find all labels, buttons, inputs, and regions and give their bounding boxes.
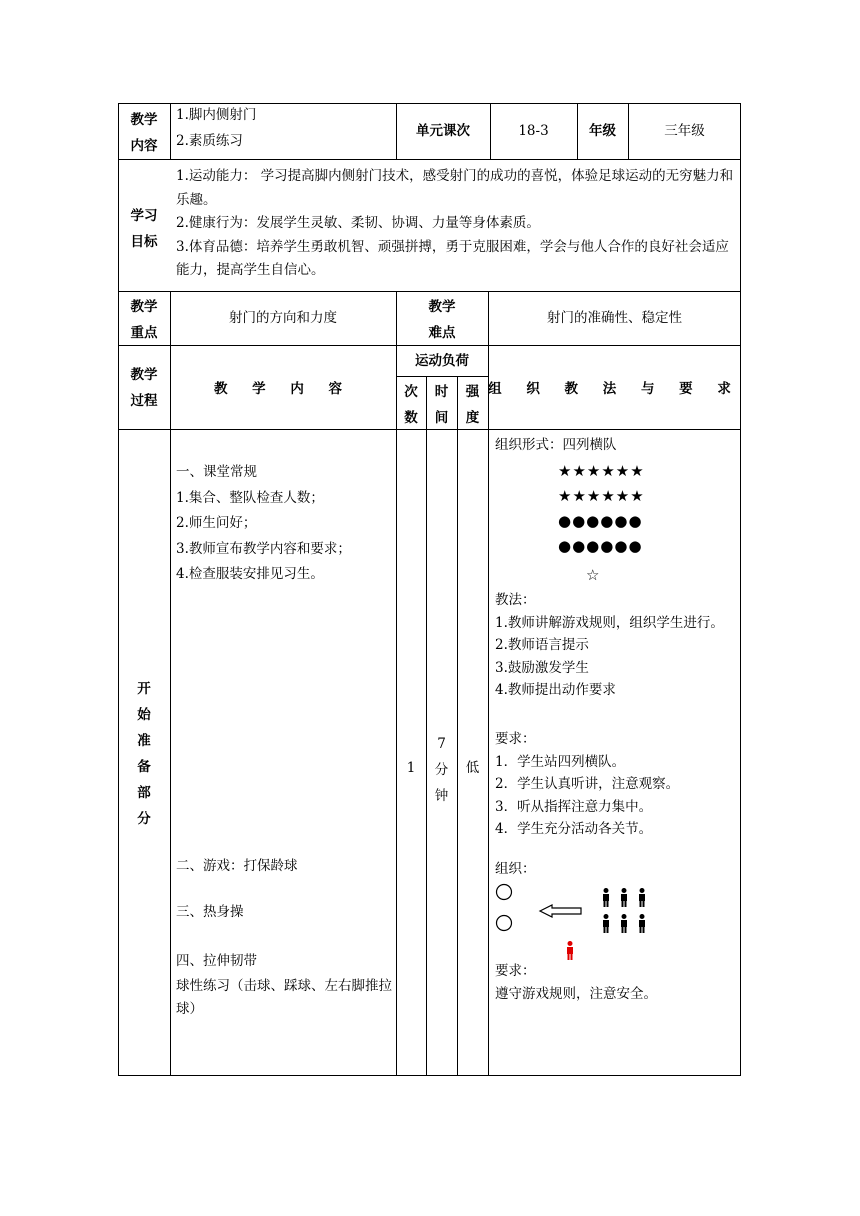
content-label: 教学 内容: [130, 112, 158, 154]
objective-item: 1.运动能力： 学习提高脚内侧射门技术，感受射门的成功的喜悦，体验足球运动的无穷魅力和乐趣。: [176, 168, 734, 208]
student-row: ★★★★★★: [558, 462, 645, 480]
student-row: ●●●●●●: [558, 537, 643, 555]
process-label: 教学 过程: [130, 367, 158, 409]
student-figures-icon: [603, 888, 645, 933]
teaching-item: 3.鼓励激发学生: [495, 659, 589, 676]
routine-item: 1.集合、整队检查人数；: [176, 489, 324, 506]
requirements-label: 要求：: [495, 731, 536, 747]
formation-title: 组织形式：四列横队: [495, 437, 617, 453]
warmup-item: 三、热身操: [176, 904, 244, 920]
intensity-value: 低: [465, 760, 480, 776]
intensity-header: 强 度: [465, 384, 480, 426]
key-point-label: 教学 重点: [130, 299, 158, 341]
game-item: 二、游戏：打保龄球: [176, 858, 298, 874]
ball-practice-item: 球性练习（击球、踩球、左右脚推拉球）: [176, 978, 392, 1017]
teacher-figure-icon: [567, 941, 573, 960]
requirements: [495, 728, 735, 841]
difficulty-label: 教学 难点: [428, 299, 456, 341]
teaching-item: 4.教师提出动作要求: [495, 682, 616, 698]
ball-circle-icon: [497, 885, 512, 900]
time-value: 7 分 钟: [434, 736, 449, 804]
section-label: 开 始 准 备 部 分: [137, 681, 151, 827]
key-point-value: 射门的方向和力度: [229, 310, 337, 326]
routine-title: 一、课堂常规: [176, 464, 257, 480]
teaching-methods: [495, 589, 735, 702]
arrow-left-icon: [540, 905, 581, 917]
unit-label: 单元课次: [416, 123, 470, 139]
safety-label: 要求：: [495, 963, 536, 979]
teaching-label: 教法：: [495, 592, 536, 608]
objective-item: 2.健康行为：发展学生灵敏、柔韧、协调、力量等身体素质。: [176, 215, 540, 231]
method-column-header: 组 织 教 法 与 要 求: [488, 381, 741, 397]
student-row: ●●●●●●: [558, 512, 643, 530]
organization-label: 组织：: [495, 861, 536, 877]
ball-circle-icon: [497, 916, 512, 931]
objectives-label: 学习 目标: [130, 208, 158, 250]
routine-block: [176, 460, 394, 588]
stretch-item: 四、拉伸韧带: [176, 953, 257, 969]
count-header: 次 数: [404, 384, 418, 426]
lesson-plan-table: [118, 103, 741, 1076]
unit-value: 18-3: [518, 123, 549, 139]
student-row: ★★★★★★: [558, 487, 645, 505]
content-items: 1.脚内侧射门 2.素质练习: [176, 107, 257, 149]
count-value: 1: [406, 760, 416, 776]
requirement-item: 1．学生站四列横队。: [495, 753, 626, 770]
teaching-item: 2.教师语言提示: [495, 637, 589, 653]
teacher-star-icon: ☆: [586, 566, 601, 584]
grade-value: 三年级: [664, 123, 705, 139]
teaching-item: 1.教师讲解游戏规则，组织学生进行。: [495, 614, 724, 631]
formation-diagram: [558, 459, 678, 559]
routine-item: 2.师生问好；: [176, 515, 257, 531]
requirement-item: 3．听从指挥注意力集中。: [495, 798, 653, 815]
content-column-header: 教 学 内 容: [213, 381, 353, 397]
bowling-game-diagram: [495, 883, 665, 963]
load-header: 运动负荷: [415, 353, 469, 369]
objectives-list: [176, 165, 736, 283]
grade-label: 年级: [589, 123, 616, 139]
requirement-item: 2．学生认真听讲，注意观察。: [495, 776, 680, 792]
safety-text: 遵守游戏规则，注意安全。: [495, 986, 657, 1002]
difficulty-value: 射门的准确性、稳定性: [547, 310, 682, 326]
requirement-item: 4．学生充分活动各关节。: [495, 821, 653, 837]
routine-item: 3.教师宣布教学内容和要求；: [176, 540, 351, 557]
routine-item: 4.检查服装安排见习生。: [176, 566, 324, 582]
safety-requirements: [495, 960, 735, 1006]
time-header: 时 间: [434, 384, 449, 426]
objective-item: 3.体育品德：培养学生勇敢机智、顽强拼搏，勇于克服困难，学会与他人合作的良好社会适应能力，提高学生自信心。: [176, 238, 729, 278]
